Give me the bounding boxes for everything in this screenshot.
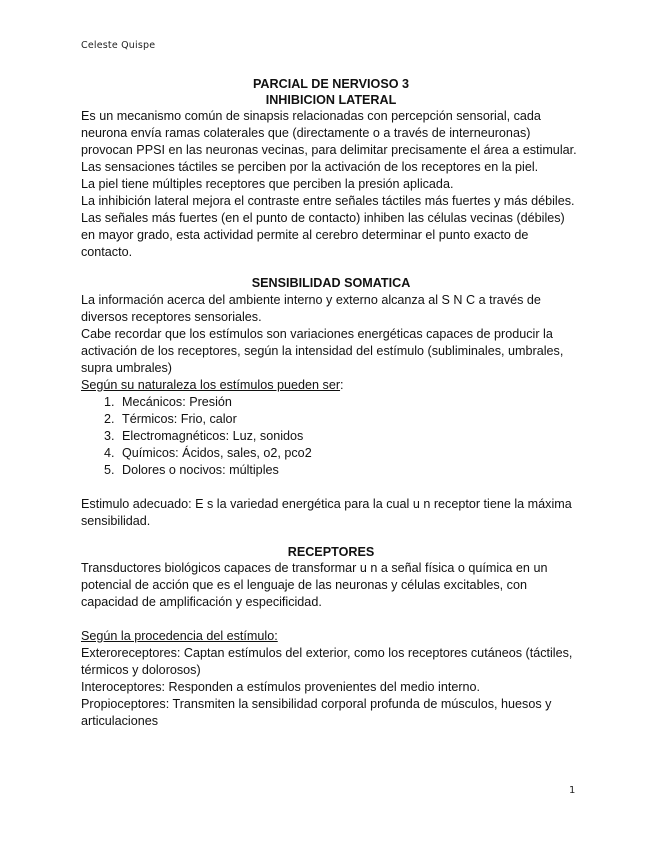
document-body xyxy=(81,77,581,730)
paragraph: Las señales más fuertes (en el punto de contacto) inhiben las células vecinas (débiles) en mayor grado, esta actividad permite al cerebro determinar el punto exacto de contacto. xyxy=(81,211,565,259)
paragraph: La inhibición lateral mejora el contraste entre señales táctiles más fuertes y más débiles. xyxy=(81,194,575,208)
list-item: 4. Químicos: Ácidos, sales, o2, pco2 xyxy=(118,445,581,462)
list-intro xyxy=(81,377,581,394)
paragraph: Las sensaciones táctiles se perciben por la activación de los receptores en la piel. xyxy=(81,160,539,174)
paragraph: La información acerca del ambiente interno y externo alcanza al S N C a través de diversos receptores sensoriales. xyxy=(81,292,541,324)
section-heading-receptores: RECEPTORES xyxy=(287,544,375,559)
document-title: PARCIAL DE NERVIOSO 3 xyxy=(252,77,410,91)
paragraph: Interoceptores: Responden a estímulos provenientes del medio interno. xyxy=(81,680,481,694)
list-intro-colon: : xyxy=(340,377,344,392)
paragraph: La piel tiene múltiples receptores que perciben la presión aplicada. xyxy=(81,177,454,191)
page-number: 1 xyxy=(569,785,576,796)
paragraph: Exteroreceptores: Captan estímulos del exterior, como los receptores cutáneos (táctiles, térmicos y dolorosos) xyxy=(81,646,573,677)
paragraph: Transductores biológicos capaces de transformar u n a señal física o química en un potencial de acción que es el lenguaje de las neuronas y células excitables, con capacidad de amplificación y especificidad. xyxy=(81,561,548,609)
paragraph: Cabe recordar que los estímulos son variaciones energéticas capaces de producir la activación de los receptores, según la intensidad del estímulo (subliminales, umbrales, supra umbrales) xyxy=(81,326,564,375)
paragraph: Es un mecanismo común de sinapsis relacionadas con percepción sensorial, cada neurona envía ramas colaterales que (directamente o a través de interneuronas) provocan PPSI en las neuronas vecinas, para delimitar precisamente el área a estimular. xyxy=(81,109,577,157)
section-heading-inhibicion: INHIBICION LATERAL xyxy=(265,92,397,107)
classification-heading-text: Según la procedencia del estímulo: xyxy=(81,629,278,643)
stimuli-list xyxy=(81,394,581,479)
list-item: 5. Dolores o nocivos: múltiples xyxy=(118,462,581,479)
paragraph: Estimulo adecuado: E s la variedad energética para la cual u n receptor tiene la máxima sensibilidad. xyxy=(81,496,572,528)
header-author: Celeste Quispe xyxy=(81,40,156,51)
section-heading-sensibilidad: SENSIBILIDAD SOMATICA xyxy=(251,276,411,290)
list-item: 1. Mecánicos: Presión xyxy=(118,394,581,411)
list-intro-text: Según su naturaleza los estímulos pueden ser xyxy=(81,377,341,392)
list-item: 2. Térmicos: Frio, calor xyxy=(118,411,581,428)
list-item: 3. Electromagnéticos: Luz, sonidos xyxy=(118,428,581,445)
paragraph: Propioceptores: Transmiten la sensibilidad corporal profunda de músculos, huesos y articulaciones xyxy=(81,697,552,728)
classification-heading xyxy=(81,628,581,645)
